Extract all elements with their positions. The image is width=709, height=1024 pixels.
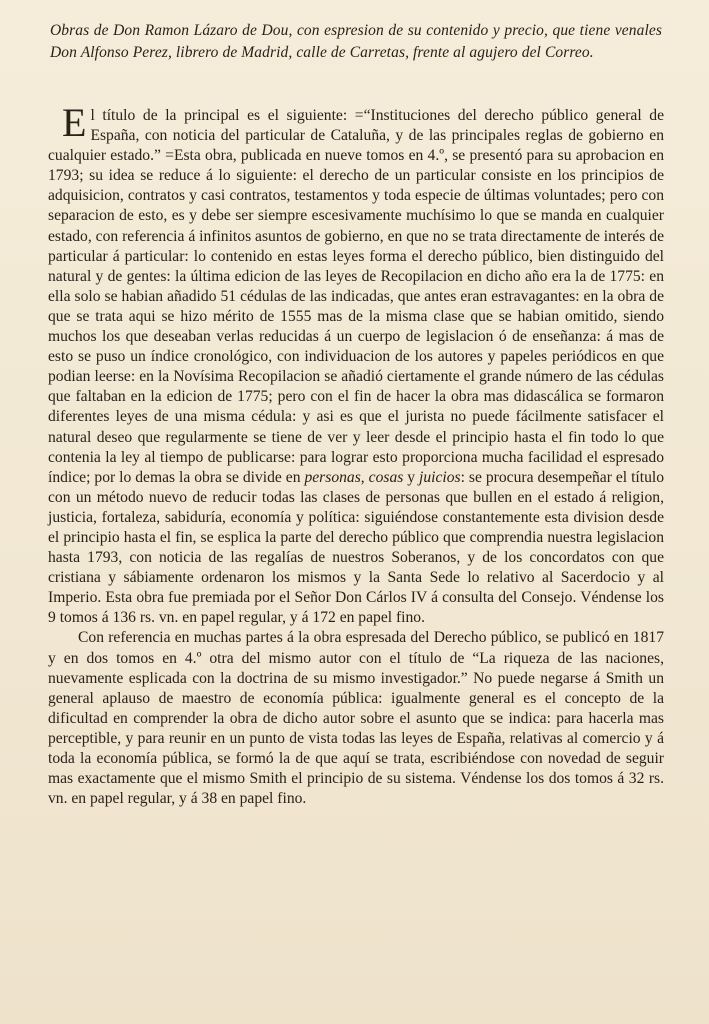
paragraph-principal-work — [48, 100, 665, 628]
document-body — [48, 100, 665, 809]
paragraph1-text-d: : se procura desempeñar el título con un método nuevo de reducir todas las clases de personas que bullen en el estado á religion, justicia, fortaleza, sabiduría, economía y política: siguiéndose constantemente esta division desde el principio hasta el fin, se esplica la parte del derecho público que comprendia nuestra legislacion hasta 1793, con noticia de las regalías de nuestros Soberanos, y de los concordatos con que cristiana y sábiamente ordenaron los mismos y la Santa Sede lo relativo al Sacerdocio y al Imperio. Esta obra fue premiada por el Señor Don Cárlos IV á consulta del Consejo. Véndense los 9 tomos á 136 rs. vn. en papel regular, y á 172 en papel fino. — [48, 468, 665, 627]
paragraph-riqueza-naciones: Con referencia en muchas partes á la obra espresada del Derecho público, se publicó en 1817 y en dos tomos en 4.º otra del mismo autor con el título de “La riqueza de las naciones, nuevamente esplicada con la doctrina de su mismo investigador.” No puede negarse á Smith un general aplauso de maestro de economía pública: igualmente general es el concepto de la dificultad en comprender la obra de dicho autor sobre el asunto que se indica: para hacerla mas perceptible, y para reunir en un punto de vista todas las leyes de España, relativas al comercio y á toda la economía pública, se formó la de que aquí se trata, escribiéndose con novedad de seguir mas exactamente que el mismo Smith el principio de su sistema. Véndense los dos tomos á 32 rs. vn. en papel regular, y á 38 en papel fino. — [48, 629, 664, 808]
paragraph1-italic-juicios: juicios — [419, 468, 461, 486]
page-heading: Obras de Don Ramon Lázaro de Dou, con espresion de su contenido y precio, que tiene venales Don Alfonso Perez, librero de Madrid, calle de Carretas, frente al agujero del Correo. — [50, 22, 662, 61]
paragraph1-text-c: y — [403, 468, 420, 486]
drop-cap: E — [62, 100, 87, 145]
paragraph1-italic-cosas: cosas — [368, 468, 404, 486]
paragraph1-italic-personas: personas — [304, 468, 361, 486]
paragraph1-text-a: l título de la principal es el siguiente: =“Instituciones del derecho público general de España, con noticia del particular de Cataluña, y de las principales reglas de gobierno en cualquier estado.” =Esta obra, publicada en nueve tomos en 4.º, se presentó para su aprobacion en 1793; su idea se reduce á lo siguiente: el derecho de un particular consiste en los principios de adquisicion, contratos y casi contratos, testamentos y toda especie de últimas voluntades; pero con separacion de esto, es y debe ser siempre escesivamente muchísimo lo que se manda en cualquier estado, con referencia á infinitos asuntos de gobierno, en que no se trata directamente de interés de particular á particular: lo contenido en estas leyes forma el derecho público, bien distinguido del natural y de gentes: la última edicion de las leyes de Recopilacion en dicho año era la de 1775: en ella solo se habian añadido 51 cédulas de las indicadas, que antes eran estravagantes: en la obra de que se trata aqui se hizo mérito de 1555 mas de la misma clase que se habian omitido, siendo muchos los que deseaban verlas reducidas á un cuerpo de legislacion ó de enseñanza: á mas de esto se puso un índice cronológico, con individuacion de los autores y papeles periódicos en que podian leerse: en la Novísima Recopilacion se añadió ciertamente el grande número de las cédulas que faltaban en la edicion de 1775; pero con el fin de hacer la obra mas didascálica se formaron diferentes leyes de una misma cédula: y asi es que el jurista no puede fácilmente satisfacer el natural deseo que regularmente se tiene de ver y leer desde el principio hasta el fin todo lo que contenia la ley al tiempo de publicarse: para lograr esto proporciona mucha facilidad el espresado índice; por lo demas la obra se divide en — [48, 107, 664, 486]
paragraph1-text-b: , — [360, 468, 369, 486]
